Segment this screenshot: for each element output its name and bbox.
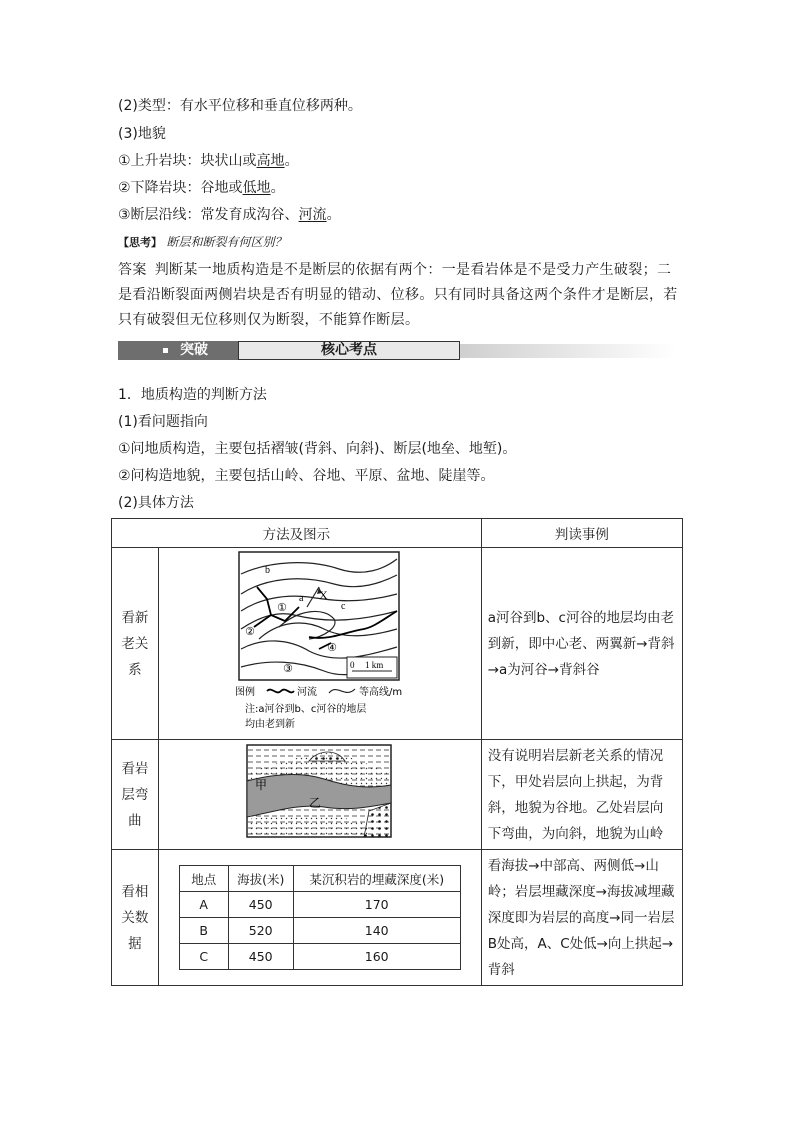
landform-heading: (3)地貌 — [118, 126, 166, 142]
data-cell: 170 — [293, 892, 460, 918]
banner-fade — [460, 344, 676, 358]
table-row — [179, 892, 460, 918]
method-table — [111, 518, 683, 986]
think-label: 【思考】 — [118, 236, 162, 249]
header-example: 判读事例 — [481, 519, 682, 548]
landform-item-2 — [118, 178, 285, 198]
scale-km: 1 km — [364, 659, 383, 670]
section-sub1-a: ①问地质构造，主要包括褶皱(背斜、向斜)、断层(地垒、地堑)。 — [118, 441, 517, 457]
section-banner — [118, 341, 676, 361]
think-line — [118, 232, 286, 253]
data-table — [179, 865, 461, 970]
data-cell: C — [179, 944, 228, 970]
legend-prefix: 图例 — [234, 686, 255, 698]
method-text-2: 看岩层弯曲 — [121, 760, 149, 829]
strata-label-jia: 甲 — [254, 777, 267, 792]
strata-figure — [159, 741, 481, 849]
banner-left — [118, 341, 238, 360]
data-cell: 450 — [228, 944, 293, 970]
banner-left-text: 突破 — [180, 342, 208, 358]
data-cell: 520 — [228, 918, 293, 944]
method-text-3: 看相关数据 — [121, 883, 149, 952]
section-sub1-b: ②问构造地貌，主要包括山岭、谷地、平原、盆地、陡崖等。 — [118, 468, 495, 484]
item2-underlined: 低地 — [242, 180, 271, 196]
map-label-1: ① — [276, 600, 287, 614]
strata-label-yi: 乙 — [308, 795, 321, 810]
table-row — [179, 944, 460, 970]
data-header-place: 地点 — [179, 866, 228, 892]
item2-suffix: 。 — [270, 180, 285, 196]
map-label-2: ② — [244, 624, 255, 638]
map-figure-cell — [158, 548, 481, 740]
legend-river: 河流 — [296, 686, 317, 698]
answer-text: 判断某一地质构造是不是断层的依据有两个：一是看岩体是不是受力产生破裂；二是看沿断裂面两侧岩块是否有明显的错动、位移。只有同时具备这两个条件才是断层，若只有破裂但无位移则仅为断裂，不能算作断层。 — [118, 262, 678, 328]
type-line: (2)类型：有水平位移和垂直位移两种。 — [118, 98, 362, 114]
item1-underlined: 高地 — [256, 153, 285, 169]
section-title: 1．地质构造的判断方法 — [118, 387, 267, 403]
banner-square-icon — [163, 348, 168, 353]
data-cell: 160 — [293, 944, 460, 970]
answer-label: 答案 — [118, 262, 147, 278]
item1-prefix: ①上升岩块：块状山或 — [118, 153, 257, 169]
map-label-b: b — [264, 564, 270, 576]
item2-prefix: ②下降岩块：谷地或 — [118, 180, 243, 196]
legend-contour-symbol — [329, 689, 355, 693]
map-label-x: X — [318, 587, 328, 602]
map-note-1: 注:a河谷到b、c河谷的地层 — [244, 703, 367, 715]
item1-suffix: 。 — [284, 153, 299, 169]
data-header-altitude: 海拔(米) — [228, 866, 293, 892]
banner-right: 核心考点 — [238, 341, 460, 360]
geologic-map-figure — [159, 549, 481, 739]
answer-paragraph — [118, 258, 680, 333]
data-cell: A — [179, 892, 228, 918]
legend-contour: 等高线/m — [358, 686, 402, 698]
landform-item-1 — [118, 151, 299, 171]
data-cell: B — [179, 918, 228, 944]
item3-prefix: ③断层沿线：常发育成沟谷、 — [118, 207, 299, 223]
example-cell-2: 没有说明岩层新老关系的情况下，甲处岩层向上拱起，为背斜，地貌为谷地。乙处岩层向下弯曲，为向斜，地貌为山岭 — [481, 740, 682, 850]
map-label-a: a — [298, 592, 304, 604]
map-label-4: ④ — [326, 640, 337, 654]
method-cell-1 — [112, 548, 159, 740]
example-cell-1: a河谷到b、c河谷的地层均由老到新，即中心老、两翼新→背斜→a为河谷→背斜谷 — [481, 548, 682, 740]
item3-suffix: 。 — [326, 207, 341, 223]
scale-zero: 0 — [349, 659, 355, 670]
map-label-3: ③ — [282, 661, 293, 675]
strata-figure-cell — [158, 740, 481, 850]
landform-item-3 — [118, 205, 341, 225]
method-cell-2 — [112, 740, 159, 850]
section-sub2: (2)具体方法 — [118, 495, 194, 511]
item3-underlined: 河流 — [298, 207, 327, 223]
legend-river-symbol — [267, 689, 294, 692]
data-cell: 450 — [228, 892, 293, 918]
example-cell-3: 看海拔→中部高、两侧低→山岭；岩层埋藏深度→海拔减埋藏深度即为岩层的高度→同一岩层B处高，A、C处低→向上拱起→背斜 — [481, 850, 682, 986]
data-table-cell — [158, 850, 481, 986]
data-cell: 140 — [293, 918, 460, 944]
table-row — [179, 918, 460, 944]
section-sub1: (1)看问题指向 — [118, 414, 208, 430]
header-method: 方法及图示 — [112, 519, 482, 548]
map-label-c: c — [340, 600, 346, 612]
map-note-2: 均由老到新 — [244, 718, 295, 730]
method-cell-3 — [112, 850, 159, 986]
think-question: 断层和断裂有何区别？ — [166, 235, 287, 249]
data-header-depth: 某沉积岩的埋藏深度(米) — [293, 866, 460, 892]
method-text-1: 看新老关系 — [121, 609, 149, 678]
